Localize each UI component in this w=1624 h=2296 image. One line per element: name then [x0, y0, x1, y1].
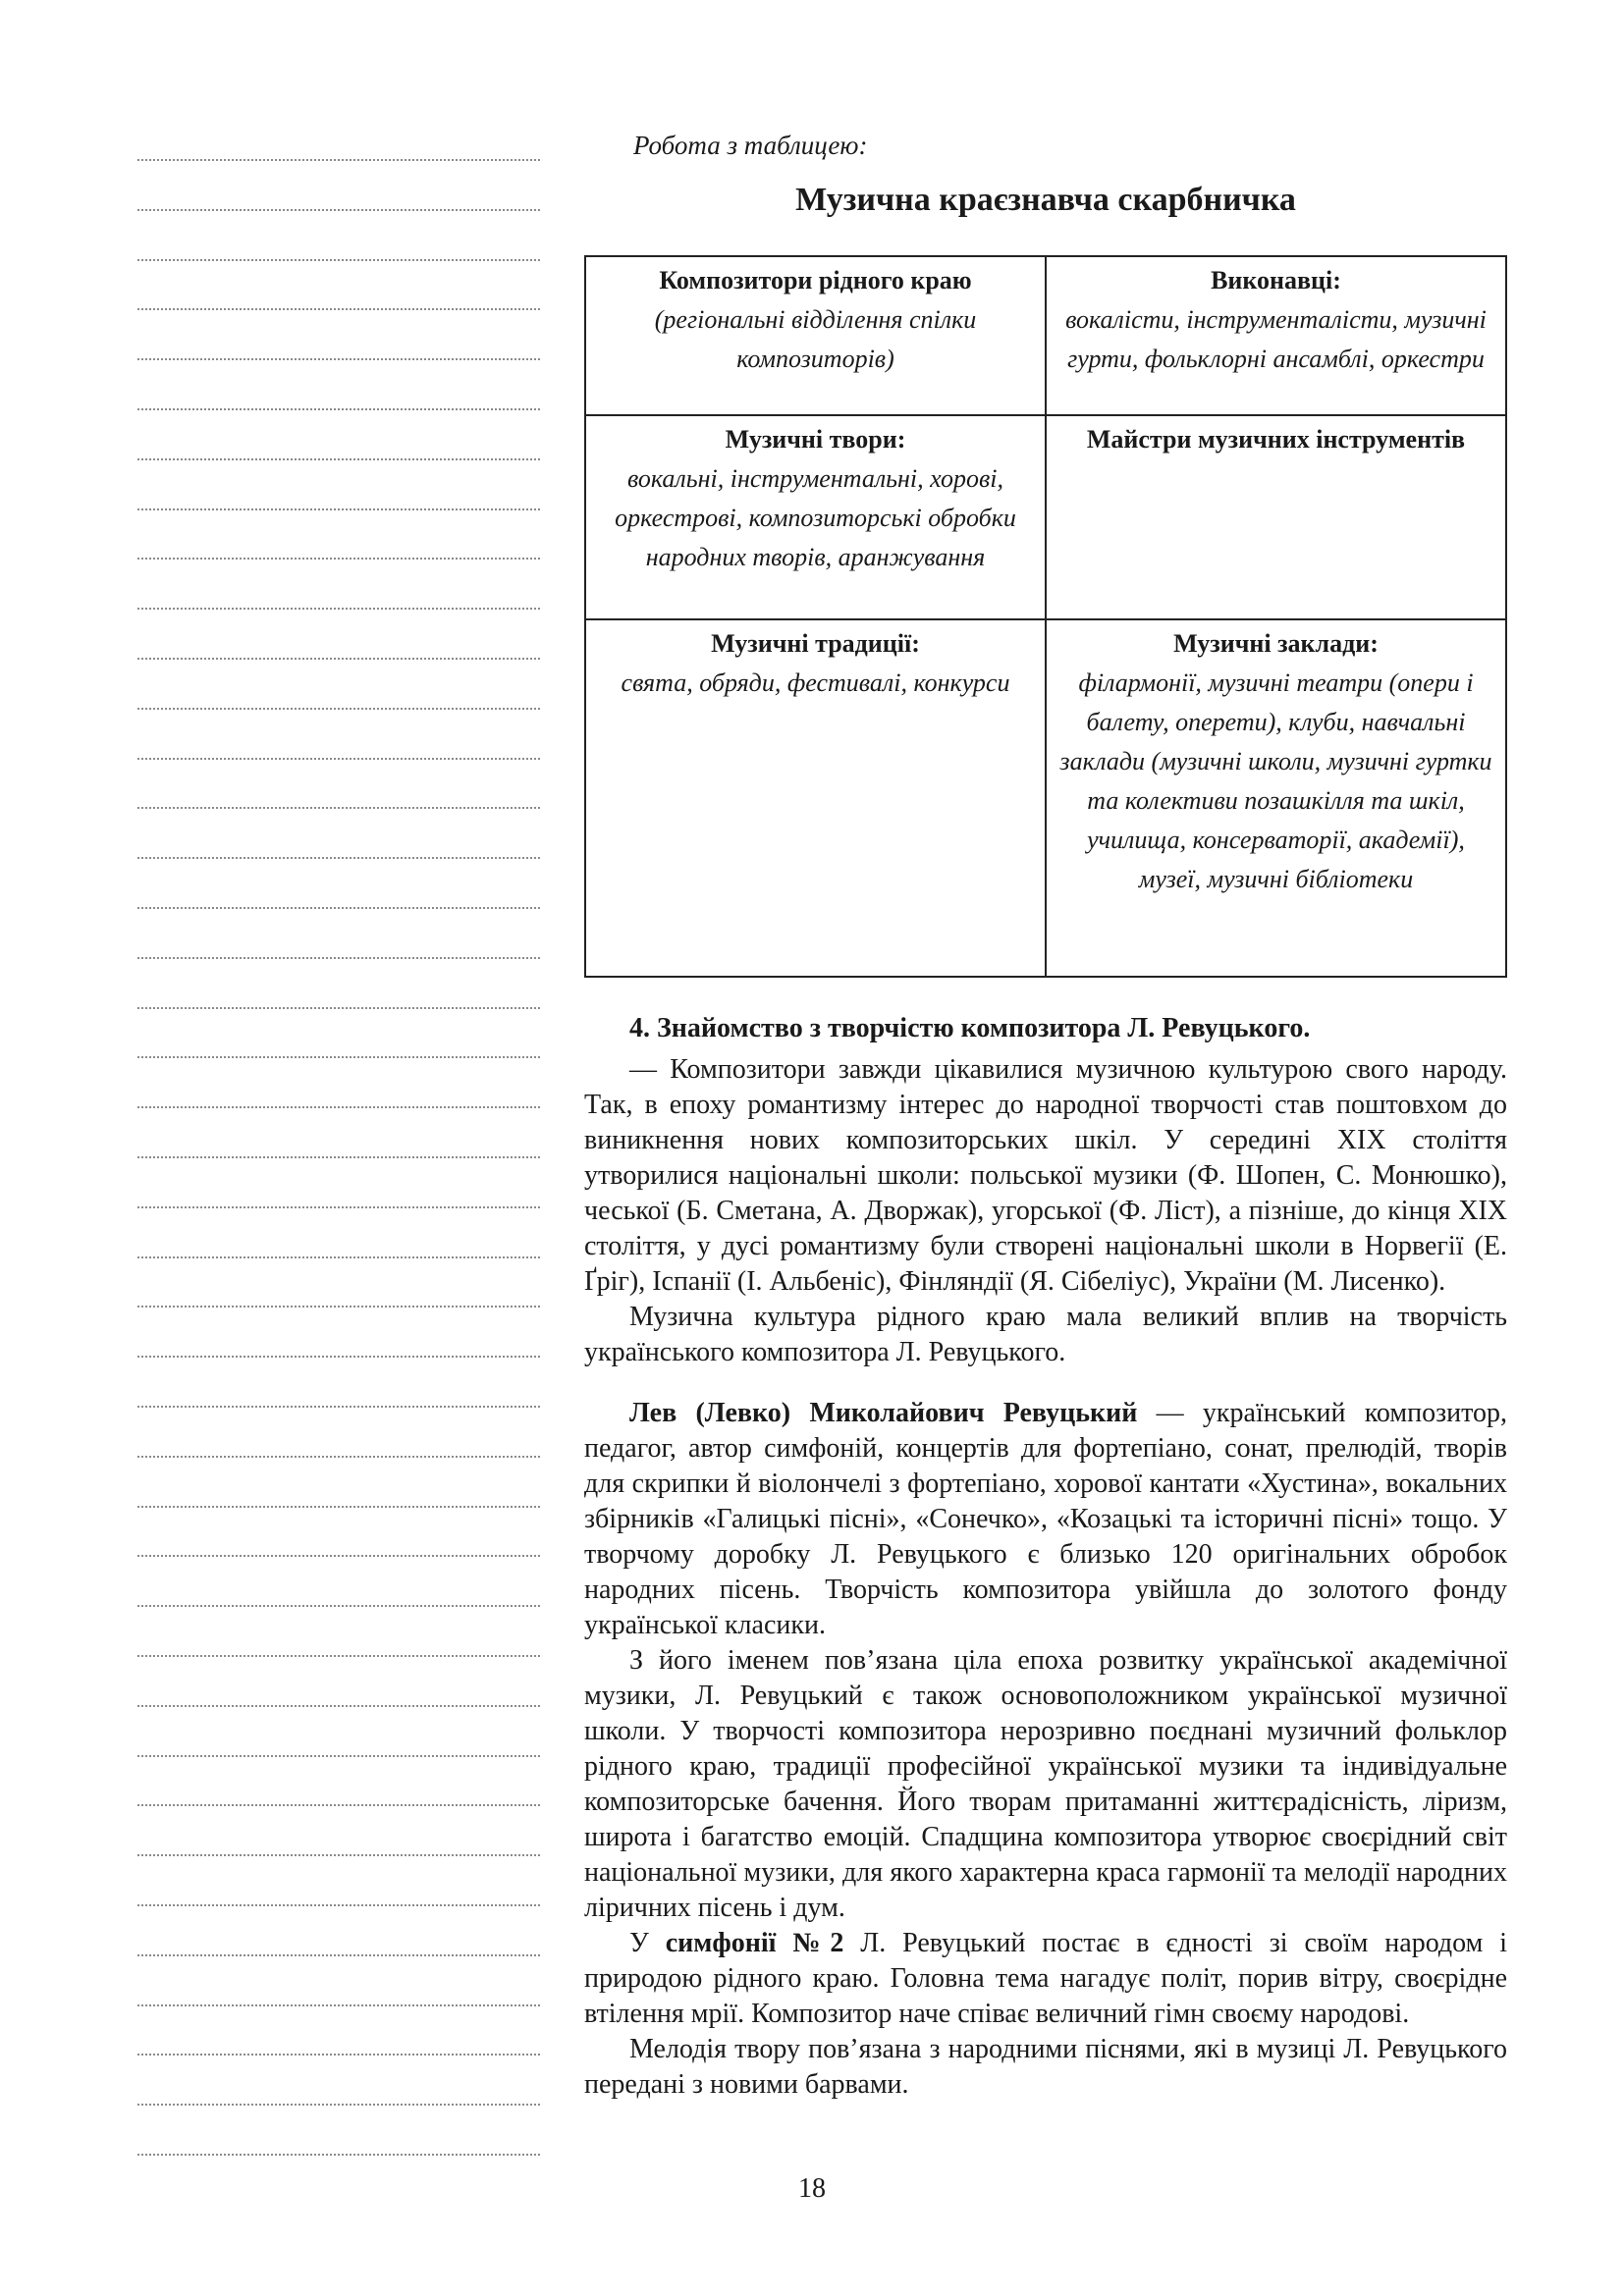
note-line	[137, 1605, 540, 1607]
table-title: Музична краєзнавча скарбничка	[795, 182, 1296, 218]
note-line	[137, 1705, 540, 1707]
paragraph: Музична культура рідного краю мала великий вплив на творчість українського композитора Л. Ревуцького.	[584, 1302, 1507, 1367]
cell-heading: Виконавці:	[1211, 266, 1341, 294]
note-line	[137, 957, 540, 959]
note-line	[137, 1156, 540, 1158]
cell-works	[585, 415, 1046, 619]
note-line	[137, 1256, 540, 1258]
cell-traditions	[585, 619, 1046, 977]
note-line	[137, 658, 540, 660]
note-line	[137, 1406, 540, 1408]
page-number: 18	[798, 2173, 826, 2204]
paragraph: З його іменем пов’язана ціла епоха розвитку української академічної музики, Л. Ревуцький є також основоположником української музичної школи. У творчості композитора нерозривно поєднані музичний фольклор рідного краю, традиції професійної української музики та індивідуальне композиторське бачення. Його творам притаманні життєрадісність, ліризм, широта і багатство емоцій. Спадщина композитора утворює своєрідний світ національної музики, для якого характерна краса гармонії та мелодії народних ліричних пісень і дум.	[584, 1645, 1507, 1923]
section-heading: 4. Знайомство з творчістю композитора Л. Ревуцького.	[629, 1013, 1311, 1043]
note-line	[137, 1356, 540, 1358]
note-line	[137, 1904, 540, 1906]
page-content	[584, 128, 1507, 2103]
table-row	[585, 256, 1506, 415]
section-revutsky	[584, 1011, 1507, 2103]
note-line	[137, 209, 540, 211]
cell-composers	[585, 256, 1046, 415]
note-line	[137, 1306, 540, 1308]
cell-performers	[1046, 256, 1506, 415]
cell-heading: Музичні традиції:	[711, 629, 920, 658]
note-line	[137, 1456, 540, 1458]
note-line	[137, 508, 540, 510]
treasury-table	[584, 255, 1507, 978]
note-line	[137, 1007, 540, 1009]
table-row	[585, 619, 1506, 977]
cell-heading: Музичні заклади:	[1173, 629, 1379, 658]
note-line	[137, 408, 540, 410]
note-line	[137, 358, 540, 360]
note-line	[137, 558, 540, 560]
note-line	[137, 1056, 540, 1058]
paragraph	[584, 1926, 1507, 2032]
note-line	[137, 1555, 540, 1557]
cell-details: вокалісти, інструменталісти, музичні гурти, фольклорні ансамблі, оркестри	[1065, 305, 1487, 373]
note-line	[137, 2104, 540, 2106]
note-line	[137, 1804, 540, 1806]
note-line	[137, 2154, 540, 2156]
intro-label: Робота з таблицею:	[633, 131, 868, 160]
cell-institutions	[1046, 619, 1506, 977]
note-line	[137, 1755, 540, 1757]
table-row	[585, 415, 1506, 619]
note-line	[137, 308, 540, 310]
note-line	[137, 1854, 540, 1856]
paragraph: Мелодія твору пов’язана з народними піснями, які в музиці Л. Ревуцького передані з новими барвами.	[584, 2034, 1507, 2100]
paragraph	[584, 1396, 1507, 1643]
note-line	[137, 1655, 540, 1657]
cell-heading: Композитори рідного краю	[659, 266, 972, 294]
note-line	[137, 608, 540, 610]
notes-margin	[137, 0, 540, 2296]
cell-heading: Майстри музичних інструментів	[1086, 425, 1466, 454]
note-line	[137, 458, 540, 460]
note-line	[137, 1206, 540, 1208]
note-line	[137, 907, 540, 909]
note-line	[137, 159, 540, 161]
note-line	[137, 857, 540, 859]
note-line	[137, 2004, 540, 2006]
note-line	[137, 708, 540, 710]
cell-details: (регіональні відділення спілки композиторів)	[654, 305, 977, 373]
note-line	[137, 1106, 540, 1108]
note-line	[137, 259, 540, 261]
note-line	[137, 2054, 540, 2056]
cell-details: філармонії, музичні театри (опери і балету, оперети), клуби, навчальні заклади (музичні школи, музичні гуртки та колективи позашкілля та шкіл, училища, консерваторії, академії), музеї, музичні бібліотеки	[1059, 668, 1492, 893]
cell-details: вокальні, інструментальні, хорові, оркестрові, композиторські обробки народних творів, аранжування	[615, 464, 1016, 571]
paragraph: — Композитори завжди цікавилися музичною культурою свого народу. Так, в епоху романтизму інтерес до народної творчості став поштовхом до виникнення нових композиторських шкіл. У середині XIX століття утворилися національні школи: польської музики (Ф. Шопен, С. Монюшко), чеської (Б. Сметана, А. Дворжак), угорської (Ф. Ліст), а пізніше, до кінця XIX століття, у дусі романтизму були створені національні школи в Норвегії (Е. Ґріг), Іспанії (І. Альбеніс), Фінляндії (Я. Сібеліус), України (М. Лисенко).	[584, 1054, 1507, 1297]
cell-masters	[1046, 415, 1506, 619]
composer-name: Лев (Левко) Миколайович Ревуцький	[629, 1398, 1138, 1428]
note-line	[137, 807, 540, 809]
paragraph-text: Л. Ревуцький постає в єдності зі своїм народом і природою рідного краю. Головна тема нагадує політ, порив вітру, своєрідне втілення мрії. Композитор наче співає величний гімн своєму народові.	[584, 1928, 1508, 2029]
cell-details: свята, обряди, фестивалі, конкурси	[621, 668, 1010, 697]
symphony-name: симфонії №2	[665, 1928, 844, 1958]
note-line	[137, 1506, 540, 1508]
paragraph-text: — український композитор, педагог, автор симфоній, концертів для фортепіано, сонат, прелюдій, творів для скрипки й віолончелі з фортепіано, хорової кантати «Хустина», вокальних збірників «Галицькі пісні», «Сонечко», «Козацькі та історичні пісні» тощо. У творчому доробку Л. Ревуцького є близько 120 оригінальних обробок народних пісень. Творчість композитора увійшла до золотого фонду української класики.	[584, 1398, 1507, 1640]
cell-heading: Музичні твори:	[725, 425, 906, 454]
paragraph-text: У	[629, 1928, 666, 1958]
note-line	[137, 1954, 540, 1956]
note-line	[137, 758, 540, 760]
